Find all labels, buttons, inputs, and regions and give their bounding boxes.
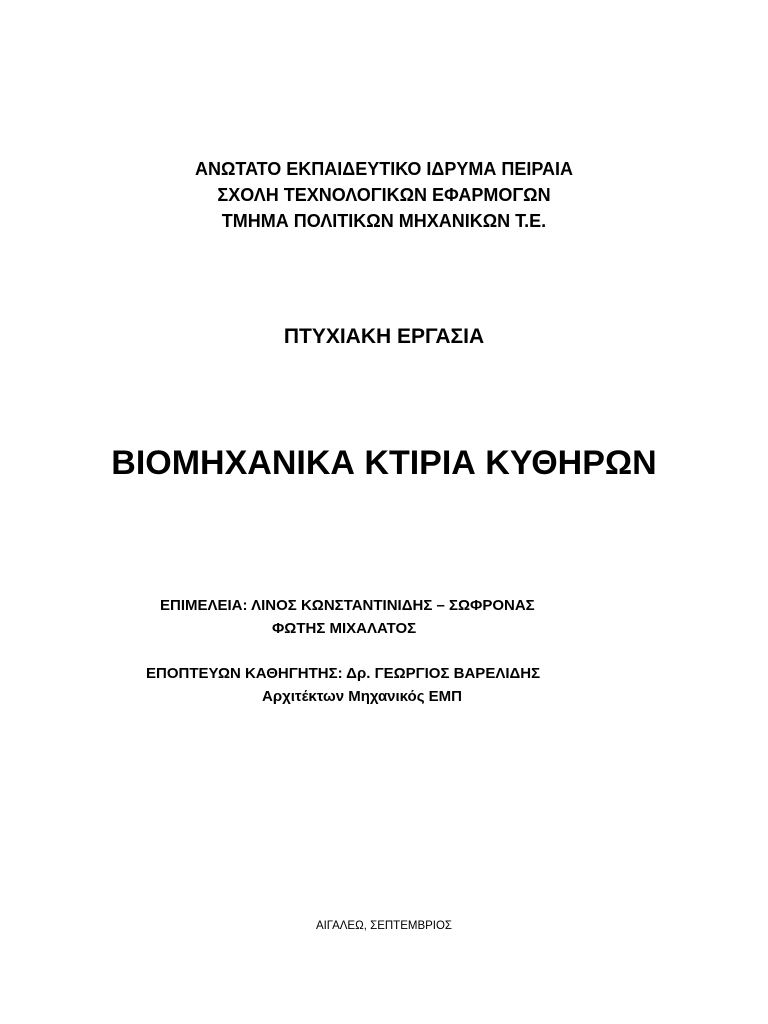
authors-line-2: ΦΩΤΗΣ ΜΙΧΑΛΑΤΟΣ <box>272 620 417 637</box>
supervisor-line-1: ΕΠΟΠΤΕΥΩΝ ΚΑΘΗΓΗΤΗΣ: Δρ. ΓΕΩΡΓΙΟΣ ΒΑΡΕΛΙΔΗΣ <box>146 665 541 682</box>
document-type: ΠΤΥΧΙΑΚΗ ΕΡΓΑΣΙΑ <box>283 325 485 348</box>
place-date: ΑΙΓΑΛΕΩ, ΣΕΠΤΕΜΒΡΙΟΣ <box>315 920 453 932</box>
authors-line-1: ΕΠΙΜΕΛΕΙΑ: ΛΙΝΟΣ ΚΩΝΣΤΑΝΤΙΝΙΔΗΣ – ΣΩΦΡΟΝΑΣ <box>160 597 535 614</box>
institution-line-3: ΤΜΗΜΑ ΠΟΛΙΤΙΚΩΝ ΜΗΧΑΝΙΚΩΝ Τ.Ε. <box>221 211 547 231</box>
supervisor-line-2: Αρχιτέκτων Μηχανικός ΕΜΠ <box>262 688 463 705</box>
institution-line-1: ΑΝΩΤΑΤΟ ΕΚΠΑΙΔΕΥΤΙΚΟ ΙΔΡΥΜΑ ΠΕΙΡΑΙΑ <box>194 159 573 179</box>
thesis-title: ΒΙΟΜΗΧΑΝΙΚΑ ΚΤΙΡΙΑ ΚΥΘΗΡΩΝ <box>111 444 657 482</box>
institution-line-2: ΣΧΟΛΗ ΤΕΧΝΟΛΟΓΙΚΩΝ ΕΦΑΡΜΟΓΩΝ <box>217 185 551 205</box>
